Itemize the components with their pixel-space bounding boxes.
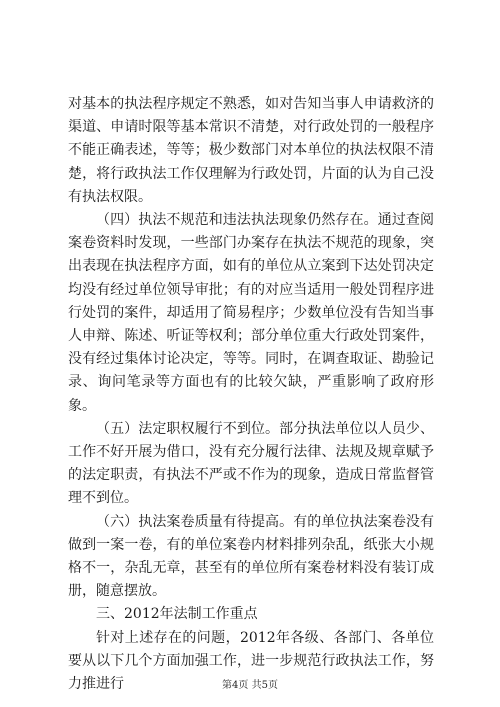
paragraph-continued: 对基本的执法程序规定不熟悉，如对告知当事人申请救济的渠道、申请时限等基本常识不清楚，对行政处罚的一般程序不能正确表述，等等；极少数部门对本单位的执法权限不清楚，将行政执法工作仅理解为行政处罚，片面的认为自己没有执法权限。: [68, 96, 434, 205]
paragraph-2012-intro: 针对上述存在的问题，2012年各级、各部门、各单位要从以下几个方面加强工作，进一步规范行政执法工作，努力推进行: [68, 629, 434, 693]
paragraph-section-4: （四）执法不规范和违法执法现象仍然存在。通过查阅案卷资料时发现，一些部门办案存在执法不规范的现象，突出表现在执法程序方面，如有的单位从立案到下达处罚决定均没有经过单位领导审批；有的对应当适用一般处罚程序进行处罚的案件，却适用了简易程序；少数单位没有告知当事人申辩、陈述、听证等权利；部分单位重大行政处罚案件，没有经过集体讨论决定，等等。同时，在调查取证、勘验记录、询问笔录等方面也有的比较欠缺，严重影响了政府形象。: [68, 212, 434, 414]
paragraph-section-5: （五）法定职权履行不到位。部分执法单位以人员少、工作不好开展为借口，没有充分履行法律、法规及规章赋予的法定职责，有执法不严或不作为的现象，造成日常监督管理不到位。: [68, 420, 434, 507]
paragraph-section-6: （六）执法案卷质量有待提高。有的单位执法案卷没有做到一案一卷，有的单位案卷内材料排列杂乱，纸张大小规格不一，杂乱无章，甚至有的单位所有案卷材料没有装订成册，随意摆放。: [68, 513, 434, 600]
document-body: [68, 93, 434, 696]
page-footer: 第4页 共5页: [222, 680, 278, 691]
section-heading-2012-priorities: 三、2012年法制工作重点: [96, 606, 258, 623]
